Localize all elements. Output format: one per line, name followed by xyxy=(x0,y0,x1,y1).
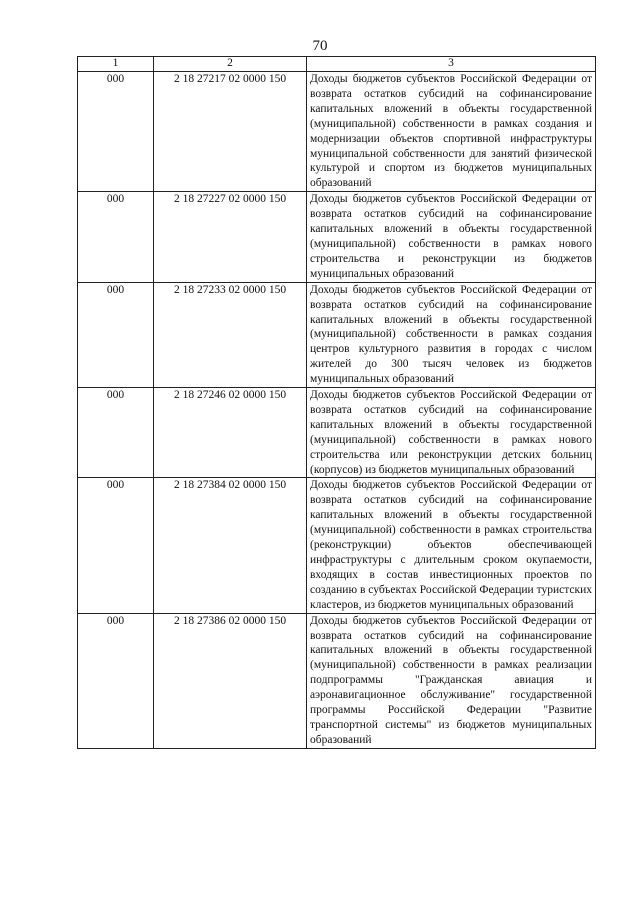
revenue-code-cell: 2 18 27233 02 0000 150 xyxy=(154,282,307,387)
description-cell: Доходы бюджетов субъектов Российской Федерации от возврата остатков субсидий на софинансирование капитальных вложений в объекты государственной (муниципальной) собственности в рамках создания и модернизации объектов спортивной инфраструктуры муниципальной собственности для занятий физической культурой и спортом из бюджетов муниципальных образований xyxy=(307,72,596,192)
admin-code-cell: 000 xyxy=(78,192,154,282)
admin-code-cell: 000 xyxy=(78,388,154,478)
description-cell: Доходы бюджетов субъектов Российской Федерации от возврата остатков субсидий на софинансирование капитальных вложений в объекты государственной (муниципальной) собственности в рамках нового строительства и реконструкции из бюджетов муниципальных образований xyxy=(307,192,596,282)
column-header-2: 2 xyxy=(154,57,307,72)
description-cell: Доходы бюджетов субъектов Российской Федерации от возврата остатков субсидий на софинансирование капитальных вложений в объекты государственной (муниципальной) собственности в рамках нового строительства или реконструкции детских больниц (корпусов) из бюджетов муниципальных образований xyxy=(307,388,596,478)
table-row xyxy=(78,192,596,282)
revenue-code-cell: 2 18 27384 02 0000 150 xyxy=(154,478,307,613)
table-row xyxy=(78,388,596,478)
description-cell: Доходы бюджетов субъектов Российской Федерации от возврата остатков субсидий на софинансирование капитальных вложений в объекты государственной (муниципальной) собственности в рамках строительства (реконструкции) объектов обеспечивающей инфраструктуры с длительным сроком окупаемости, входящих в состав инвестиционных проектов по созданию в субъектах Российской Федерации туристских кластеров, из бюджетов муниципальных образований xyxy=(307,478,596,613)
budget-revenue-table xyxy=(77,56,596,749)
page-number: 70 xyxy=(312,38,328,54)
column-header-1: 1 xyxy=(78,57,154,72)
admin-code-cell: 000 xyxy=(78,282,154,387)
revenue-code-cell: 2 18 27246 02 0000 150 xyxy=(154,388,307,478)
revenue-code-cell: 2 18 27227 02 0000 150 xyxy=(154,192,307,282)
table-row xyxy=(78,72,596,192)
table-header-row xyxy=(78,57,596,72)
revenue-code-cell: 2 18 27217 02 0000 150 xyxy=(154,72,307,192)
admin-code-cell: 000 xyxy=(78,613,154,748)
description-cell: Доходы бюджетов субъектов Российской Федерации от возврата остатков субсидий на софинансирование капитальных вложений в объекты государственной (муниципальной) собственности в рамках создания центров культурного развития в городах с числом жителей до 300 тысяч человек из бюджетов муниципальных образований xyxy=(307,282,596,387)
table-row xyxy=(78,613,596,748)
column-header-3: 3 xyxy=(307,57,596,72)
description-cell: Доходы бюджетов субъектов Российской Федерации от возврата остатков субсидий на софинансирование капитальных вложений в объекты государственной (муниципальной) собственности в рамках реализации подпрограммы "Гражданская авиация и аэронавигационное обслуживание" государственной программы Российской Федерации "Развитие транспортной системы" из бюджетов муниципальных образований xyxy=(307,613,596,748)
admin-code-cell: 000 xyxy=(78,478,154,613)
table-row xyxy=(78,478,596,613)
table-row xyxy=(78,282,596,387)
admin-code-cell: 000 xyxy=(78,72,154,192)
revenue-code-cell: 2 18 27386 02 0000 150 xyxy=(154,613,307,748)
